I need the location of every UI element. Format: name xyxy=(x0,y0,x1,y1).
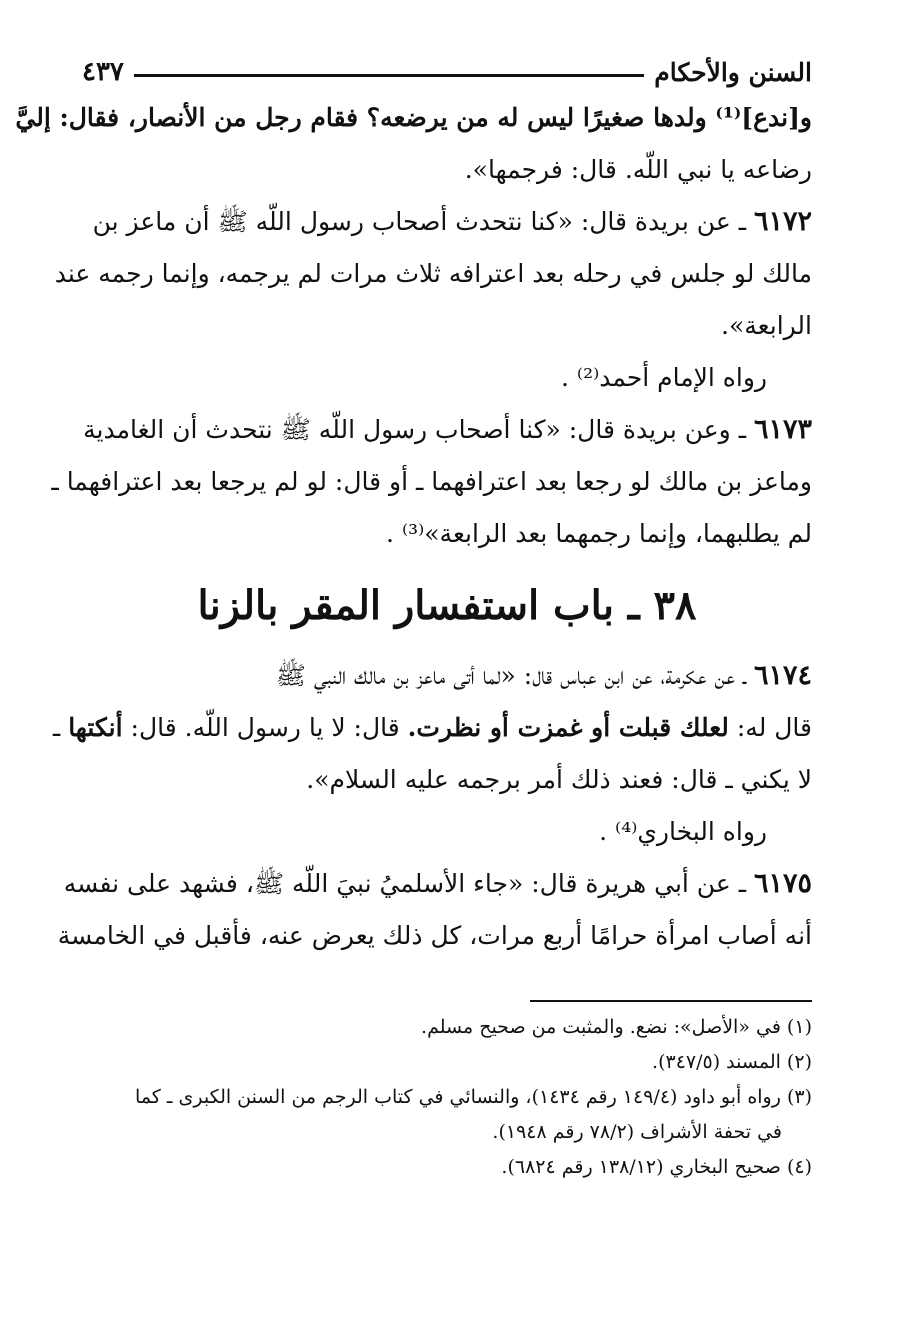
text-line: وماعز بن مالك لو رجعا بعد اعترافهما ـ أو قال: لو لم يرجعا بعد اعترافهما ـ xyxy=(51,467,812,496)
text-line: رضاعه يا نبي اللّه. قال: فرجمها». xyxy=(464,155,812,184)
text-line: و[ندع]⁽¹⁾ ولدها صغيرًا ليس له من يرضعه؟ فقام رجل من الأنصار، فقال: إليَّ xyxy=(15,103,812,132)
hadith-6172 xyxy=(54,196,812,352)
narrator-note: رواه الإمام أحمد⁽²⁾ . xyxy=(561,363,767,392)
emphasis-text: لعلك قبلت أو غمزت أو نظرت. xyxy=(407,713,729,742)
text-line: لا يكني ـ قال: فعند ذلك أمر برجمه عليه السلام». xyxy=(306,765,812,794)
emphasis-text: أنكتها xyxy=(68,713,123,742)
running-header xyxy=(82,52,812,92)
hadith-6174 xyxy=(52,650,812,806)
hadith-number: ٦١٧٤ xyxy=(753,660,812,691)
footnote-3-continued: في تحفة الأشراف (٧٨/٢ رقم ١٩٤٨). xyxy=(492,1121,782,1143)
text-line: لم يطلبهما، وإنما رجمهما بعد الرابعة»⁽³⁾ . xyxy=(386,519,812,548)
header-title: السنن والأحكام xyxy=(654,57,812,87)
text-line: ـ وعن بريدة قال: «كنا أصحاب رسول اللّه ﷺ نتحدث أن الغامدية xyxy=(83,415,747,444)
text-segment: قال: لا يا رسول اللّه. قال: xyxy=(122,713,408,742)
footnotes xyxy=(82,1010,812,1185)
text-segment: ـ xyxy=(52,713,69,742)
intro-paragraph xyxy=(15,92,812,196)
page-number: ٤٣٧ xyxy=(82,57,124,87)
text-line: ـ عن عكرمة، عن ابن عباس قال: «لما أتى ماعز بن مالك النبي ﷺ xyxy=(275,661,747,690)
hadith-6173 xyxy=(51,404,812,560)
hadith-number: ٦١٧٣ xyxy=(753,414,812,445)
text-line: أنه أصاب امرأة حرامًا أربع مرات، كل ذلك يعرض عنه، فأقبل في الخامسة xyxy=(57,921,812,950)
text-segment: قال له: xyxy=(728,713,812,742)
footnote-4: (٤) صحيح البخاري (١٣٨/١٢ رقم ٦٨٢٤). xyxy=(501,1156,812,1178)
header-rule xyxy=(134,74,644,77)
page-body xyxy=(15,52,812,962)
hadith-number: ٦١٧٥ xyxy=(753,868,812,899)
text-line: الرابعة». xyxy=(721,311,812,340)
footnote-3: (٣) رواه أبو داود (١٤٩/٤ رقم ١٤٣٤)، والنسائي في كتاب الرجم من السنن الكبرى ـ كما xyxy=(135,1086,812,1108)
text-line: ـ عن أبي هريرة قال: «جاء الأسلميُ نبيَ اللّه ﷺ، فشهد على نفسه xyxy=(63,869,747,898)
text-line: مالك لو جلس في رحله بعد اعترافه ثلاث مرات لم يرجمه، وإنما رجمه عند xyxy=(54,259,812,288)
hadith-6175 xyxy=(57,858,812,962)
footnote-divider xyxy=(530,1000,812,1002)
narrator-note: رواه البخاري⁽⁴⁾ . xyxy=(599,817,767,846)
text-line: ـ عن بريدة قال: «كنا نتحدث أصحاب رسول اللّه ﷺ أن ماعز بن xyxy=(92,207,747,236)
footnote-1: (١) في «الأصل»: نضع. والمثبت من صحيح مسلم. xyxy=(421,1016,812,1038)
hadith-number: ٦١٧٢ xyxy=(753,206,812,237)
chapter-heading: ٣٨ ـ باب استفسار المقر بالزنا xyxy=(197,582,697,629)
footnote-2: (٢) المسند (٣٤٧/٥). xyxy=(652,1051,812,1073)
